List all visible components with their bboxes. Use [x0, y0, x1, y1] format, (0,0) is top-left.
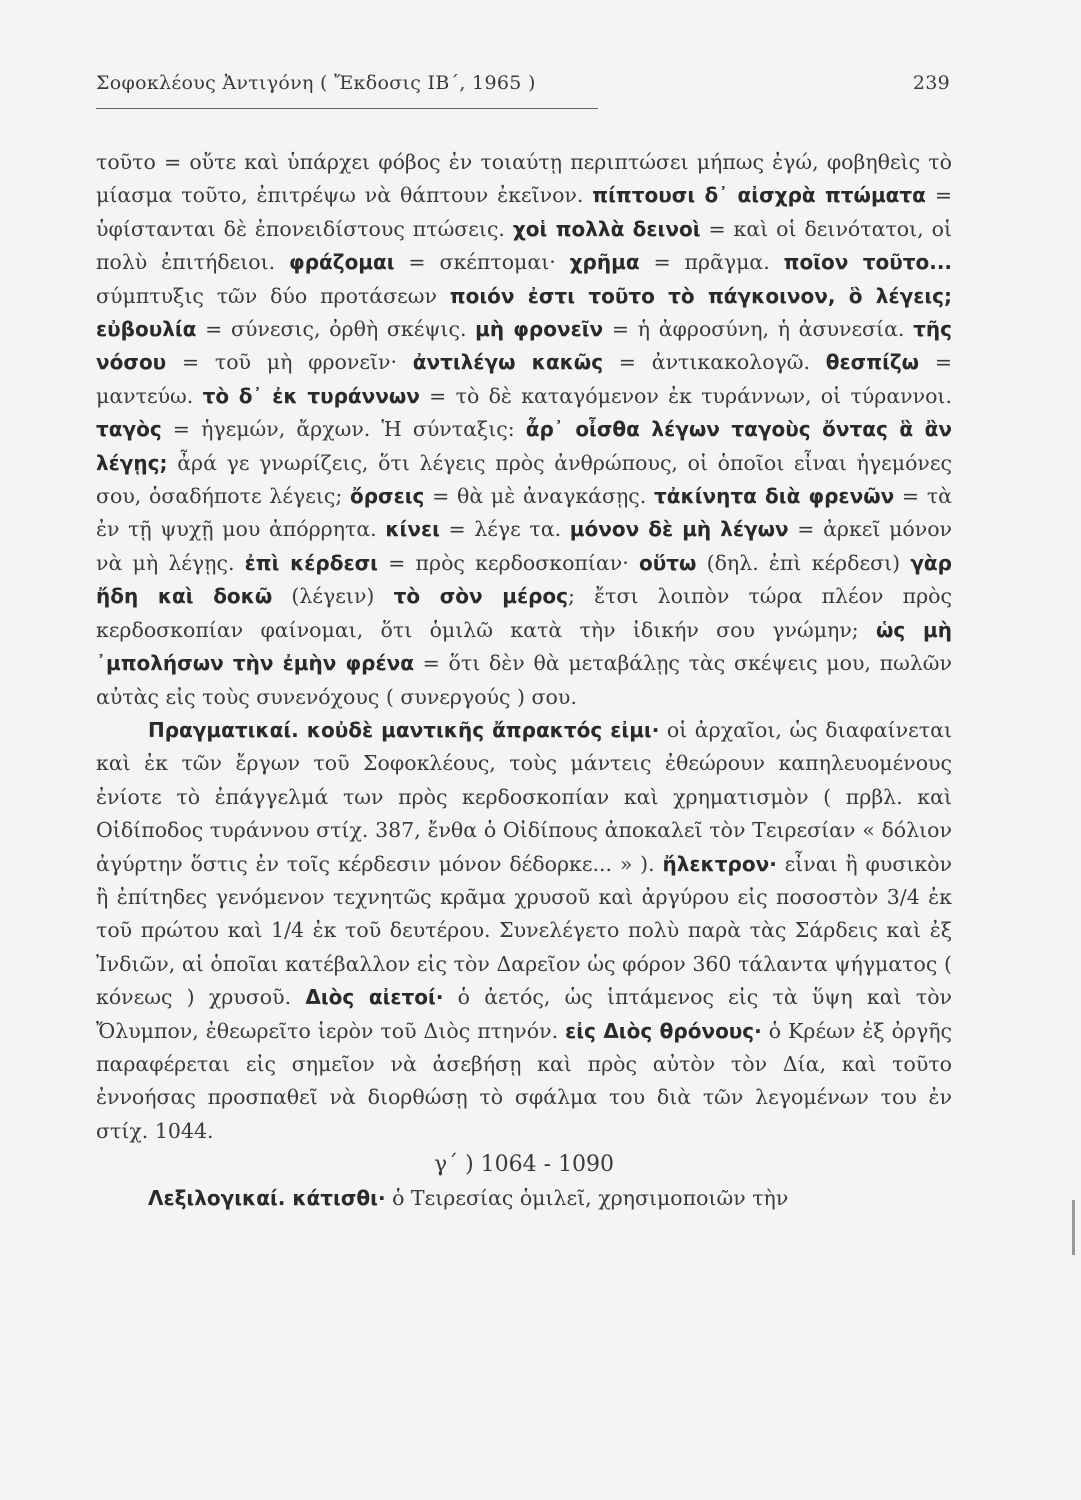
text-run: = μαντεύω. [96, 350, 952, 408]
bold-term: τῆς νόσου [96, 317, 953, 375]
text-run: = θὰ μὲ ἀναγκάσῃς. [424, 484, 654, 509]
bold-term: χοἱ πολλὰ δεινοὶ [512, 216, 701, 241]
bold-term: μόνον δὲ μὴ λέγων [569, 517, 789, 542]
bold-term: ταγὸς [96, 417, 162, 442]
text-run: ὁ Κρέων ἐξ ὀργῆς παραφέρεται εἰς σημεῖον νὰ ἀσεβήσῃ καὶ πρὸς αὐτὸν τὸν Δία, καὶ τοῦτο ἐννοήσας προσπαθεῖ νὰ διορθώσῃ τὸ σφάλμα του διὰ τῶν λεγομένων του ἐν στίχ. 1044. [96, 1018, 952, 1143]
text-run: = πρὸς κερδοσκοπίαν· [377, 550, 639, 575]
bold-term: ποιόν ἐστι τοῦτο τὸ πάγκοινον, ὃ λέγεις; εὐβουλία [96, 283, 952, 342]
section-heading: γ΄ ) 1064 - 1090 [433, 1152, 615, 1178]
text-run: = λέγε τα. [439, 517, 570, 542]
text-run: τοῦτο = οὔτε καὶ ὑπάρχει φόβος ἐν τοιαύτῃ περιπτώσει μήπως ἐγώ, φοβηθεὶς τὸ μίασμα τοῦτο, ἐπιτρέψω νὰ θάπτουν ἐκεῖνον. [96, 150, 952, 208]
scan-mark [1072, 1200, 1075, 1255]
bold-term: ἆρ᾽ οἶσθα λέγων ταγοὺς ὄντας ἃ ἂν λέγῃς; [96, 417, 952, 475]
running-header [96, 72, 950, 102]
bold-term: εἰς Διὸς θρόνους· [565, 1018, 762, 1043]
page-number: 239 [912, 72, 950, 94]
text-run: σύμπτυξις τῶν δύο προτάσεων [96, 283, 450, 308]
bold-term: πίπτουσι δ᾽ αἰσχρὰ πτώματα [592, 183, 926, 208]
text-run: ἆρά γε γνωρίζεις, ὅτι λέγεις πρὸς ἀνθρώπους, οἱ ὁποῖοι εἶναι ἡγεμόνες σου, ὁσαδήποτε λέγεις; [96, 450, 952, 509]
bold-term: ἤλεκτρον· [662, 851, 777, 876]
bold-term: Πραγματικαί. κοὐδὲ μαντικῆς ἄπρακτός εἰμι· [148, 717, 660, 742]
bold-term: τἀκίνητα διὰ φρενῶν [654, 484, 895, 509]
text-run: = ἡ ἀφροσύνη, ἡ ἀσυνεσία. [603, 317, 914, 342]
bold-term: Λεξιλογικαί. κάτισθι· [148, 1185, 386, 1210]
text-run: ὁ ἀετός, ὡς ἱπτάμενος εἰς τὰ ὕψη καὶ τὸν Ὄλυμπον, ἐθεωρεῖτο ἱερὸν τοῦ Διὸς πτηνόν. [96, 985, 952, 1043]
paragraph-pragmatikai [96, 714, 952, 1148]
text-run: = σκέπτομαι· [394, 250, 570, 275]
text-run: = ἀρκεῖ μόνον νὰ μὴ λέγῃς. [96, 517, 952, 575]
text-run: ; ἔτσι λοιπὸν τώρα πλέον πρὸς κερδοσκοπίαν φαίνομαι, ὅτι ὁμιλῶ κατὰ τὴν ἰδικήν σου γνώμην; [96, 584, 952, 642]
bold-term: ἀντιλέγω κακῶς [412, 350, 604, 375]
text-run: = ἡγεμών, ἄρχων. Ἡ σύνταξις: [161, 417, 526, 442]
text-run: = ὅτι δὲν θὰ μεταβάλῃς τὰς σκέψεις μου, πωλῶν αὐτὰς εἰς τοὺς συνενόχους ( συνεργούς ) σου. [96, 651, 952, 709]
paragraph-glossary [96, 146, 952, 714]
paragraph-lexilogikai [96, 1182, 952, 1215]
text-run: = ὑφίστανται δὲ ἐπονειδίστους πτώσεις. [96, 183, 952, 241]
text-run: εἶναι ἢ φυσικὸν ἢ ἐπίτηδες γενόμενον τεχνητῶς κρᾶμα χρυσοῦ καὶ ἀργύρου εἰς ποσοστὸν 3/4 ἐκ τοῦ πρώτου καὶ 1/4 ἐκ τοῦ δευτέρου. Συνελέγετο πολὺ παρὰ τὰς Σάρδεις καὶ ἐξ Ἰνδιῶν, αἱ ὁποῖαι κατέβαλλον εἰς τὸν Δαρεῖον ὡς φόρον 360 τάλαντα ψήγματος ( κόνεως ) χρυσοῦ. [96, 851, 952, 1010]
bold-term: οὕτω [638, 550, 697, 575]
bold-term: γὰρ ἤδη καὶ δοκῶ [96, 550, 952, 609]
text-run: ὁ Τειρεσίας ὁμιλεῖ, χρησιμοποιῶν τὴν [385, 1185, 789, 1210]
text-run: = σύνεσις, ὀρθὴ σκέψις. [196, 317, 476, 342]
bold-term: χρῆμα [569, 250, 640, 275]
bold-term: κίνει [385, 517, 440, 542]
bold-term: τὸ σὸν μέρος [393, 584, 569, 609]
text-run: = καὶ οἱ δεινότατοι, οἱ πολὺ ἐπιτήδειοι. [96, 216, 952, 275]
body-text [96, 146, 952, 1215]
text-run: (λέγειν) [272, 584, 394, 609]
bold-term: θεσπίζω [825, 350, 920, 375]
text-run: = πρᾶγμα. [639, 250, 784, 275]
text-run: = τὸ δὲ καταγόμενον ἐκ τυράννων, οἱ τύραννοι. [419, 383, 952, 408]
bold-term: φράζομαι [289, 250, 395, 275]
bold-term: τὸ δ᾽ ἐκ τυράννων [202, 383, 420, 408]
header-title: Σοφοκλέους Ἀντιγόνη ( Ἔκδοσις ΙΒ΄, 1965 ) [96, 72, 536, 94]
text-run: = ἀντικακολογῶ. [603, 350, 826, 375]
bold-term: Διὸς αἰετοί· [305, 985, 444, 1010]
bold-term: ἐπὶ κέρδεσι [244, 550, 378, 575]
header-rule [96, 108, 598, 109]
text-run: οἱ ἀρχαῖοι, ὡς διαφαίνεται καὶ ἐκ τῶν ἔργων τοῦ Σοφοκλέους, τοὺς μάντεις ἐθεώρουν καπηλευομένους ἐνίοτε τὸ ἐπάγγελμά των πρὸς κερδοσκοπίαν καὶ χρηματισμὸν ( πρβλ. καὶ Οἰδίποδος τυράννου στίχ. 387, ἔνθα ὁ Οἰδίπους ἀποκαλεῖ τὸν Τειρεσίαν « δόλιον ἀγύρτην ὅστις ἐν τοῖς κέρδεσιν μόνον δέδορκε... » ). [96, 717, 952, 876]
bold-term: ποῖον τοῦτο... [783, 250, 953, 275]
bold-term: ὡς μὴ ᾽μπολήσων τὴν ἐμὴν φρένα [96, 617, 953, 676]
bold-term: μὴ φρονεῖν [475, 317, 604, 342]
text-run: (δηλ. ἐπὶ κέρδεσι) [696, 550, 911, 575]
text-run: = τὰ ἐν τῇ ψυχῇ μου ἀπόρρητα. [96, 484, 952, 542]
bold-term: ὄρσεις [349, 484, 425, 509]
text-run: = τοῦ μὴ φρονεῖν· [166, 350, 413, 375]
